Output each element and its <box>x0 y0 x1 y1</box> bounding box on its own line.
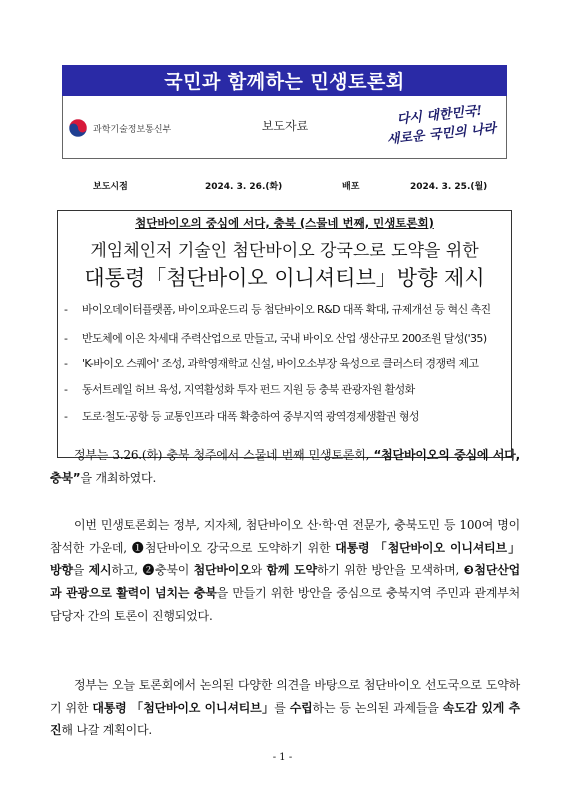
summary-bullet <box>64 301 507 317</box>
press-banner: 국민과 함께하는 민생토론회 <box>62 65 507 96</box>
embargo-date: 2024. 3. 26.(화) <box>205 182 283 192</box>
bullet-dash: - <box>64 357 68 370</box>
embargo-label: 보도시점 <box>93 182 128 192</box>
slogan-line-1: 다시 대한민국! <box>396 103 483 128</box>
summary-subtitle-text: 첨단바이오의 중심에 서다, 충북 (스물네 번째, 민생토론회) <box>135 216 434 230</box>
bullet-text: 바이오데이터플랫폼, 바이오파운드리 등 첨단바이오 R&D 대폭 확대, 규제개선 등 혁신 촉진 <box>82 303 491 316</box>
body-paragraph-3: 정부는 오늘 토론회에서 논의된 다양한 의견을 바탕으로 첨단바이오 선도국으로 도약하기 위한 대통령 「첨단바이오 이니셔티브」를 수립하는 등 논의된 과제들을 속도감 있게 추진해 나갈 계획이다. <box>50 678 520 738</box>
bullet-dash: - <box>64 303 68 316</box>
summary-bullet <box>64 355 507 371</box>
slogan-line-2: 새로운 국민의 나라 <box>386 121 497 148</box>
document-type: 보도자료 <box>261 119 309 133</box>
headline-line-2: 대통령「첨단바이오 이니셔티브」방향 제시 <box>84 266 485 290</box>
body-paragraph-2: 이번 민생토론회는 정부, 지자체, 첨단바이오 산·학·연 전문가, 충북도민 등 100여 명이 참석한 가운데, ❶첨단바이오 강국으로 도약하기 위한 대통령 「첨단바이오 이니셔티브」 방향을 제시하고, ❷충북이 첨단바이오와 함께 도약하기 위한 방안을 모색하며, ❸첨단산업과 관광으로 활력이 넘치는 충북을 만들기 위한 방안을 중심으로 충북지역 주민과 관계부처 담당자 간의 토론이 진행되었다. <box>50 518 521 623</box>
bullet-text: 동서트레일 허브 육성, 지역활성화 투자 펀드 지원 등 충북 관광자원 활성화 <box>82 383 415 396</box>
summary-bullet <box>64 381 507 397</box>
taegeuk-icon <box>68 118 88 138</box>
summary-subtitle <box>57 215 512 231</box>
body-paragraph-1: 정부는 3.26.(화) 충북 청주에서 스물네 번째 민생토론회, “첨단바이오의 중심에 서다, 충북”을 개최하였다. <box>50 448 520 485</box>
bullet-dash: - <box>64 383 68 396</box>
headline-line-1: 게임체인저 기술인 첨단바이오 강국으로 도약을 위한 <box>90 241 479 261</box>
ministry-name: 과학기술정보통신부 <box>93 124 172 135</box>
bullet-dash: - <box>64 410 68 423</box>
bullet-text: 반도체에 이은 차세대 주력산업으로 만들고, 국내 바이오 산업 생산규모 200조원 달성('35) <box>82 332 487 345</box>
bullet-text: 도로·철도·공항 등 교통인프라 대폭 확충하여 중부지역 광역경제생활권 형성 <box>82 410 419 423</box>
page-number: - 1 - <box>272 752 293 763</box>
release-label: 배포 <box>342 182 360 192</box>
summary-bullet <box>64 330 507 346</box>
ministry-logo <box>68 118 171 138</box>
summary-bullet <box>64 408 507 424</box>
bullet-dash: - <box>64 332 68 345</box>
bullet-text: 'K-바이오 스퀘어' 조성, 과학영재학교 신설, 바이오소부장 육성으로 클러스터 경쟁력 제고 <box>82 357 479 370</box>
release-date: 2024. 3. 25.(월) <box>410 182 488 192</box>
